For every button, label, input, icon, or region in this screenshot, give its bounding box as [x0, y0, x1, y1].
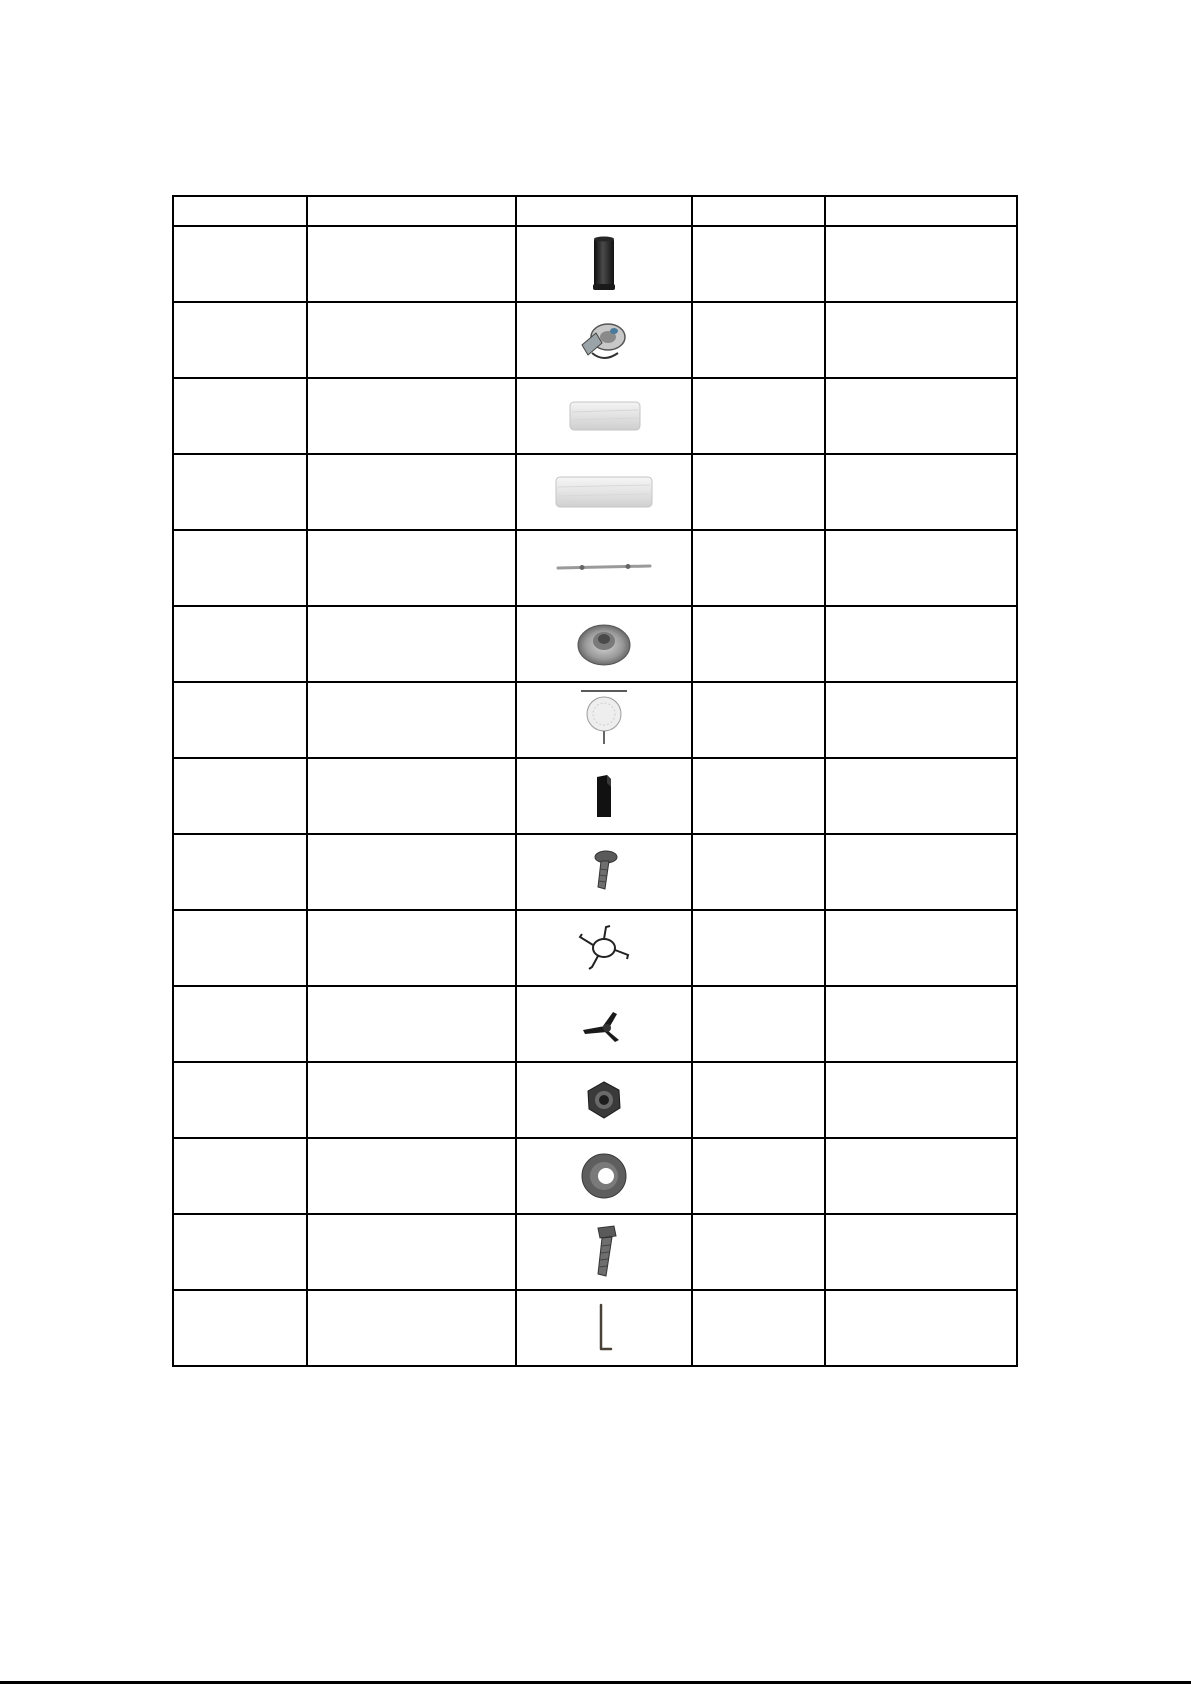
table-cell	[825, 530, 1017, 606]
photo-cell	[516, 530, 692, 606]
table-cell	[307, 682, 516, 758]
wing-nut-photo	[579, 1004, 629, 1044]
parts-table	[172, 195, 1018, 1367]
photo-cell	[516, 986, 692, 1062]
photo-cell	[516, 302, 692, 378]
table-cell	[307, 378, 516, 454]
header-cell	[825, 196, 1017, 226]
table-cell	[692, 682, 825, 758]
table-cell	[692, 606, 825, 682]
table-row	[173, 302, 1017, 378]
table-row	[173, 378, 1017, 454]
photo-cell	[516, 834, 692, 910]
table-cell	[173, 454, 307, 530]
table-cell	[173, 1290, 307, 1366]
table-cell	[825, 1138, 1017, 1214]
table-row	[173, 682, 1017, 758]
table-cell	[173, 302, 307, 378]
table-cell	[307, 454, 516, 530]
hex-nut-photo	[582, 1078, 626, 1122]
photo-cell	[516, 1138, 692, 1214]
table-cell	[825, 454, 1017, 530]
table-cell	[692, 226, 825, 302]
table-cell	[825, 1214, 1017, 1290]
table-cell	[307, 302, 516, 378]
table-cell	[173, 910, 307, 986]
table-cell	[173, 834, 307, 910]
table-cell	[692, 910, 825, 986]
table-cell	[692, 758, 825, 834]
table-row	[173, 454, 1017, 530]
thin-metal-rod-photo	[554, 558, 654, 578]
photo-cell	[516, 682, 692, 758]
table-cell	[307, 1214, 516, 1290]
round-canopy-cover-photo	[579, 688, 629, 752]
table-cell	[173, 1062, 307, 1138]
table-row	[173, 606, 1017, 682]
table-row	[173, 758, 1017, 834]
bolt-photo	[584, 847, 624, 897]
table-row	[173, 1062, 1017, 1138]
table-cell	[173, 530, 307, 606]
header-cell	[692, 196, 825, 226]
photo-cell	[516, 226, 692, 302]
table-cell	[173, 378, 307, 454]
table-cell	[825, 1062, 1017, 1138]
table-cell	[173, 758, 307, 834]
table-cell	[307, 1138, 516, 1214]
hook-photo	[589, 1301, 619, 1355]
table-header-row	[173, 196, 1017, 226]
table-cell	[307, 986, 516, 1062]
table-row	[173, 226, 1017, 302]
table-row	[173, 1138, 1017, 1214]
header-cell	[307, 196, 516, 226]
table-cell	[307, 530, 516, 606]
table-cell	[173, 1214, 307, 1290]
photo-cell	[516, 606, 692, 682]
table-cell	[692, 530, 825, 606]
photo-cell	[516, 378, 692, 454]
table-cell	[173, 986, 307, 1062]
table-cell	[307, 910, 516, 986]
black-bracket-photo	[589, 771, 619, 821]
table-cell	[307, 1290, 516, 1366]
table-row	[173, 910, 1017, 986]
table-cell	[692, 1138, 825, 1214]
photo-cell	[516, 910, 692, 986]
header-cell	[173, 196, 307, 226]
table-cell	[692, 1214, 825, 1290]
table-cell	[307, 758, 516, 834]
black-cylinder-tube-photo	[584, 234, 624, 294]
table-cell	[307, 226, 516, 302]
table-cell	[692, 454, 825, 530]
table-cell	[692, 986, 825, 1062]
short-white-tube-photo	[564, 396, 644, 436]
photo-cell	[516, 1290, 692, 1366]
photo-cell	[516, 454, 692, 530]
table-row	[173, 1214, 1017, 1290]
table-row	[173, 1290, 1017, 1366]
table-cell	[825, 682, 1017, 758]
washer-photo	[579, 1151, 629, 1201]
table-cell	[825, 910, 1017, 986]
table-cell	[173, 606, 307, 682]
table-cell	[825, 378, 1017, 454]
table-cell	[692, 834, 825, 910]
table-cell	[825, 302, 1017, 378]
photo-cell	[516, 758, 692, 834]
table-cell	[825, 986, 1017, 1062]
table-cell	[825, 606, 1017, 682]
table-cell	[825, 834, 1017, 910]
table-row	[173, 986, 1017, 1062]
table-cell	[692, 302, 825, 378]
metal-flange-photo	[574, 619, 634, 669]
table-cell	[825, 758, 1017, 834]
table-cell	[825, 226, 1017, 302]
table-row	[173, 530, 1017, 606]
table-cell	[307, 606, 516, 682]
table-cell	[307, 834, 516, 910]
metal-reel-clamp-photo	[574, 315, 634, 365]
table-cell	[307, 1062, 516, 1138]
table-cell	[825, 1290, 1017, 1366]
header-cell	[516, 196, 692, 226]
table-cell	[173, 1138, 307, 1214]
table-row	[173, 834, 1017, 910]
photo-cell	[516, 1062, 692, 1138]
table-cell	[692, 1062, 825, 1138]
table-cell	[692, 1290, 825, 1366]
photo-cell	[516, 1214, 692, 1290]
long-white-tube-photo	[552, 472, 656, 512]
wire-spider-ring-photo	[576, 923, 632, 973]
table-cell	[692, 378, 825, 454]
table-cell	[173, 682, 307, 758]
long-bolt-photo	[584, 1222, 624, 1282]
table-cell	[173, 226, 307, 302]
